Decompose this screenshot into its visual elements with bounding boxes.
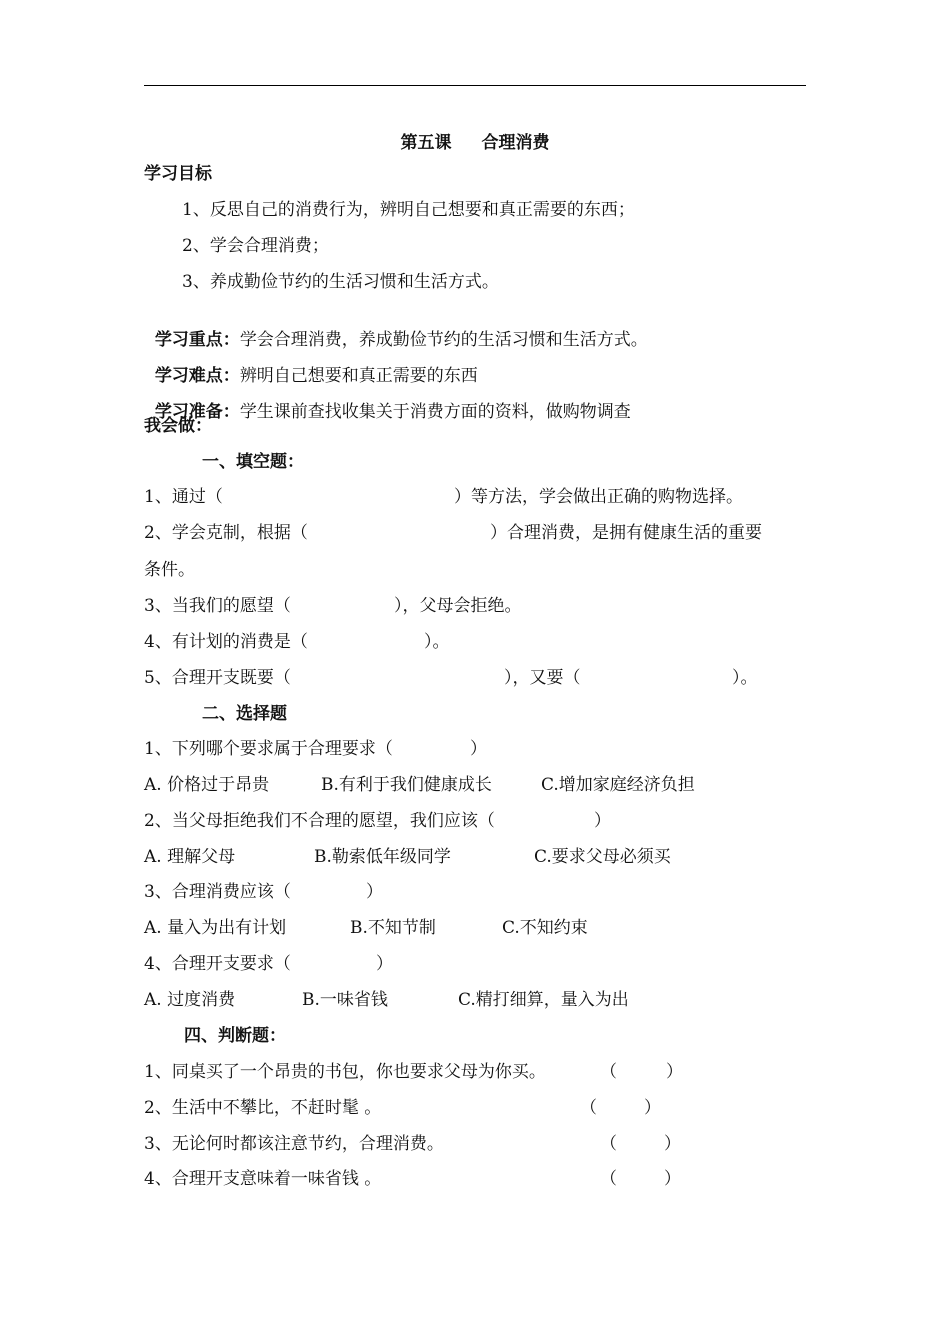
difficulty-text: 辨明自己想要和真正需要的东西: [239, 366, 478, 386]
fill-blank-heading: 一、填空题：: [202, 452, 304, 472]
preparation-text: 学生课前查找收集关于消费方面的资料，做购物调查: [239, 402, 631, 422]
fill-question-5: 5、合理开支既要（ ），又要（ ）。: [144, 668, 758, 688]
choice-question-1: 1、下列哪个要求属于合理要求（ ）: [144, 739, 487, 759]
judge-item-4: 4、合理开支意味着一味省钱 。 （ ）: [144, 1169, 681, 1189]
choice-options-2: [144, 846, 806, 868]
choice-heading: 二、选择题: [202, 704, 287, 724]
option-c: C.不知约束: [502, 918, 588, 938]
option-c: C.要求父母必须买: [534, 847, 671, 867]
judge-item-3: 3、无论何时都该注意节约，合理消费。 （ ）: [144, 1134, 681, 1154]
fill-question-2: 2、学会克制，根据（ ）合理消费，是拥有健康生活的重要: [144, 523, 762, 543]
judge-heading: 四、判断题：: [184, 1026, 286, 1046]
page-title: [0, 128, 950, 153]
i-can-do-heading: 我会做：: [144, 416, 212, 436]
fill-question-2-cont: 条件。: [144, 560, 195, 580]
judge-item-2: 2、生活中不攀比，不赶时髦 。 （ ）: [144, 1098, 661, 1118]
option-a: A. 量入为出有计划: [144, 918, 287, 938]
key-point-label: 学习重点：: [154, 330, 240, 350]
choice-question-4: 4、合理开支要求（ ）: [144, 954, 393, 974]
objectives-heading: 学习目标: [144, 164, 212, 184]
option-a: A. 理解父母: [144, 847, 236, 867]
option-a: A. 价格过于昂贵: [144, 775, 270, 795]
key-point-text: 学会合理消费，养成勤俭节约的生活习惯和生活方式。: [239, 330, 648, 350]
option-b: B.勒索低年级同学: [314, 847, 451, 867]
fill-question-1: 1、通过（ ）等方法，学会做出正确的购物选择。: [144, 487, 743, 507]
preparation: [144, 379, 631, 423]
lesson-name: 合理消费: [481, 133, 550, 153]
objective-item: 2、学会合理消费；: [182, 236, 329, 256]
choice-question-3: 3、合理消费应该（ ）: [144, 882, 383, 902]
choice-options-1: [144, 774, 806, 796]
judge-item-1: 1、同桌买了一个昂贵的书包，你也要求父母为你买。 （ ）: [144, 1062, 683, 1082]
lesson-number: 第五课: [400, 133, 452, 153]
option-b: B.有利于我们健康成长: [321, 775, 492, 795]
choice-options-3: [144, 917, 806, 939]
difficulty-label: 学习难点：: [154, 366, 240, 386]
fill-question-3: 3、当我们的愿望（ ），父母会拒绝。: [144, 596, 522, 616]
option-b: B.不知节制: [350, 918, 436, 938]
option-c: C.增加家庭经济负担: [541, 775, 695, 795]
choice-question-2: 2、当父母拒绝我们不合理的愿望，我们应该（ ）: [144, 811, 611, 831]
option-c: C.精打细算，量入为出: [458, 990, 629, 1010]
choice-options-4: [144, 989, 806, 1011]
objective-item: 1、反思自己的消费行为，辨明自己想要和真正需要的东西；: [182, 200, 635, 220]
fill-question-4: 4、有计划的消费是（ ）。: [144, 632, 450, 652]
option-a: A. 过度消费: [144, 990, 236, 1010]
header-rule: [144, 85, 806, 86]
objective-item: 3、养成勤俭节约的生活习惯和生活方式。: [182, 272, 499, 292]
option-b: B.一味省钱: [302, 990, 388, 1010]
preparation-label: 学习准备：: [154, 402, 240, 422]
